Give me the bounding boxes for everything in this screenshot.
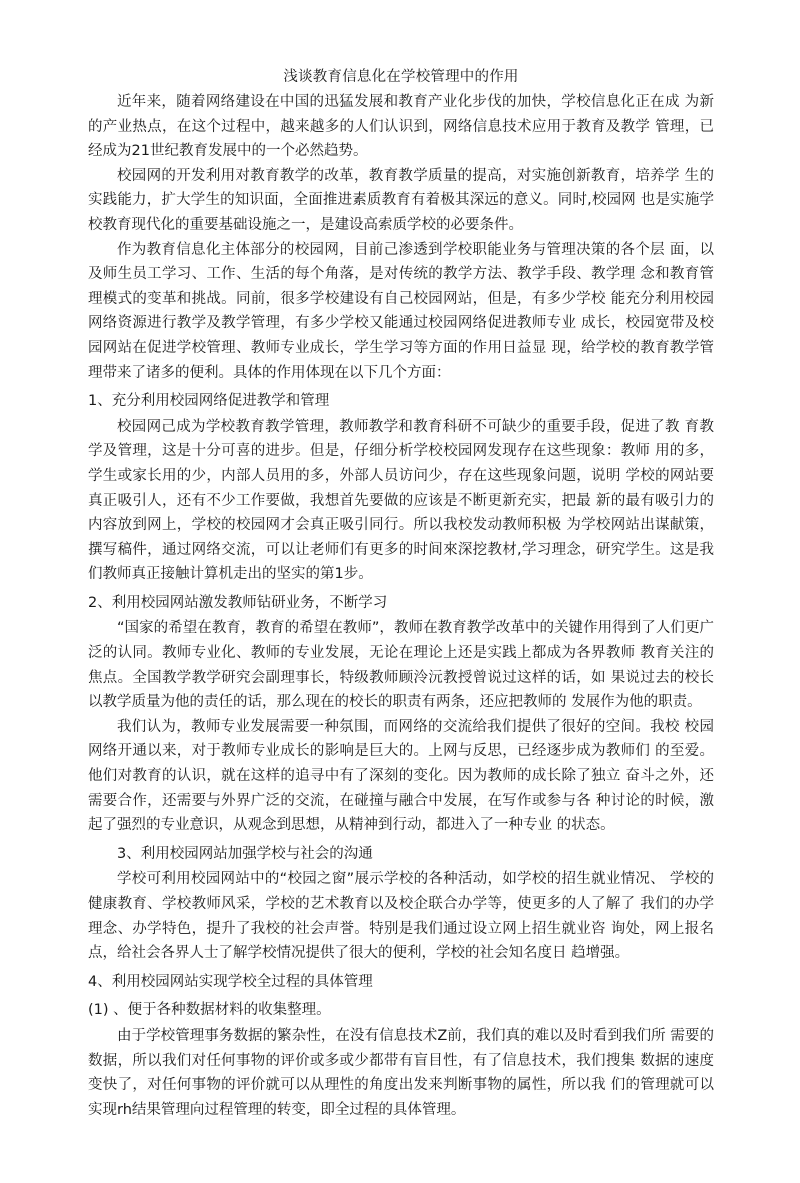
paragraph-section-4: 由于学校管理事务数据的繁杂性，在没有信息技术Z前，我们真的难以及时看到我们所 需要的数据，所以我们对任何事物的评价或多或少都带有盲目性，有了信息技术，我们搜集 数据的速度变快了，对任何事物的评价就可以从理性的角度出发来判断事物的属性，所以我 们的管理就可以实现rh结果管理向过程管理的转变，即全过程的具体管理。 <box>88 1027 714 1118</box>
paragraph-section-3: 学校可利用校园网站中的“校园之窗”展示学校的各种活动，如学校的招生就业情况、 学校的健康教育、学校教师风采，学校的艺术教育以及校企联合办学等，使更多的人了解了 我们的办学理念、办学特色，提升了我校的社会声誉。特别是我们通过设立网上招生就业咨 询处，网上报名点，给社会各界人士了解学校情况提供了很大的便利，学校的社会知名度日 趋增强。 <box>88 871 714 962</box>
paragraph-campus-network: 校园网的开发利用对教育教学的改革，教育教学质量的提高，对实施创新教育，培养学 生的实践能力，扩大学生的知识面，全面推进素质教育有着极其深远的意义。同时,校园网 也是实施学校教育现代化的重要基础设施之一，是建设高索质学校的必要条件。 <box>88 167 714 233</box>
section-heading-4: 4、利用校园网站实现学校全过程的具体管理 <box>88 973 373 990</box>
section-heading-1: 1、充分利用校园网络促进教学和管理 <box>88 393 330 410</box>
paragraph-section-2b: 我们认为，教师专业发展需要一种氛围，而网络的交流给我们提供了很好的空间。我校 校园网络开通以来，对于教师专业成长的影响是巨大的。上网与反思，已经逐步成为教师们 的至爱。他们对教育的认识，就在这样的追寻中有了深刻的变化。因为教师的成长除了独立 奋斗之外，还需要合作，还需要与外界广泛的交流，在碰撞与融合中发展，在写作或参与各 种讨论的时候，激起了强烈的专业意识，从观念到思想，从精神到行动，都进入了一种专业 的状态。 <box>88 718 714 834</box>
section-heading-3: 3、利用校园网站加强学校与社会的沟通 <box>117 845 373 862</box>
paragraph-intro: 近年来，随着网络建设在中国的迅猛发展和教育产业化步伐的加快，学校信息化正在成 为新的产业热点，在这个过程中，越来越多的人们认识到，网络信息技术应用于教育及教学 管理，已经成为21世纪教育发展中的一个必然趋势。 <box>88 94 714 160</box>
section-heading-2: 2、利用校园网站激发教师钻研业务，不断学习 <box>88 594 388 611</box>
subsection-heading-4-1: (1) 、便于各种数据材料的收集整理。 <box>88 1002 331 1019</box>
document-title: 浅谈教育信息化在学校管理中的作用 <box>283 69 519 85</box>
paragraph-section-1: 校园网己成为学校教育教学管理，教师教学和教育科研不可缺少的重要手段，促进了教 育教学及管理，这是十分可喜的进步。但是，仔细分析学校校园网发现存在这些现象：教师 用的多，学生或家长用的少，内部人员用的多，外部人员访问少，存在这些现象问题，说明 学校的网站要真正吸引人，还有不少工作要做，我想首先要做的应该是不断更新充实，把最 新的最有吸引力的内容放到网上，学校的校园网才会真正吸引同行。所以我校发动教师积极 为学校网站出谋献策，撰写稿件，通过网络交流，可以让老师们有更多的时间來深挖教材,学习理念，研究学生。这是我们教师真正接触计算机走出的坚实的第1步。 <box>88 418 714 583</box>
paragraph-informatization: 作为教育信息化主体部分的校园网，目前己渗透到学校职能业务与管理决策的各个层 面，以及师生员工学习、工作、生活的每个角落，是对传统的教学方法、教学手段、教学理 念和教育管理模式的变革和挑战。同前，很多学校建设有自己校园网站，但是，有多少学校 能充分利用校园网络资源进行教学及教学管理，有多少学校又能通过校园网络促进教师专业 成长，校园宽带及校园网站在促进学校管理、教师专业成长，学生学习等方面的作用日益显 现，给学校的教育教学管理带来了诸多的便利。具体的作用体现在以下几个方面： <box>88 241 714 381</box>
paragraph-section-2a: “国家的希望在教育，教育的希望在教师”，教师在教育教学改革中的关键作用得到了人们更广泛的认同。教师专业化、教师的专业发展，无论在理论上还是实践上都成为各界教师 教育关注的焦点。全国教学教学研究会副理事长，特级教师顾泠沅教授曾说过这样的话，如 果说过去的校长以教学质量为他的责任的话，那么现在的校长的职责有两条，还应把教师的 发展作为他的职责。 <box>88 620 714 711</box>
